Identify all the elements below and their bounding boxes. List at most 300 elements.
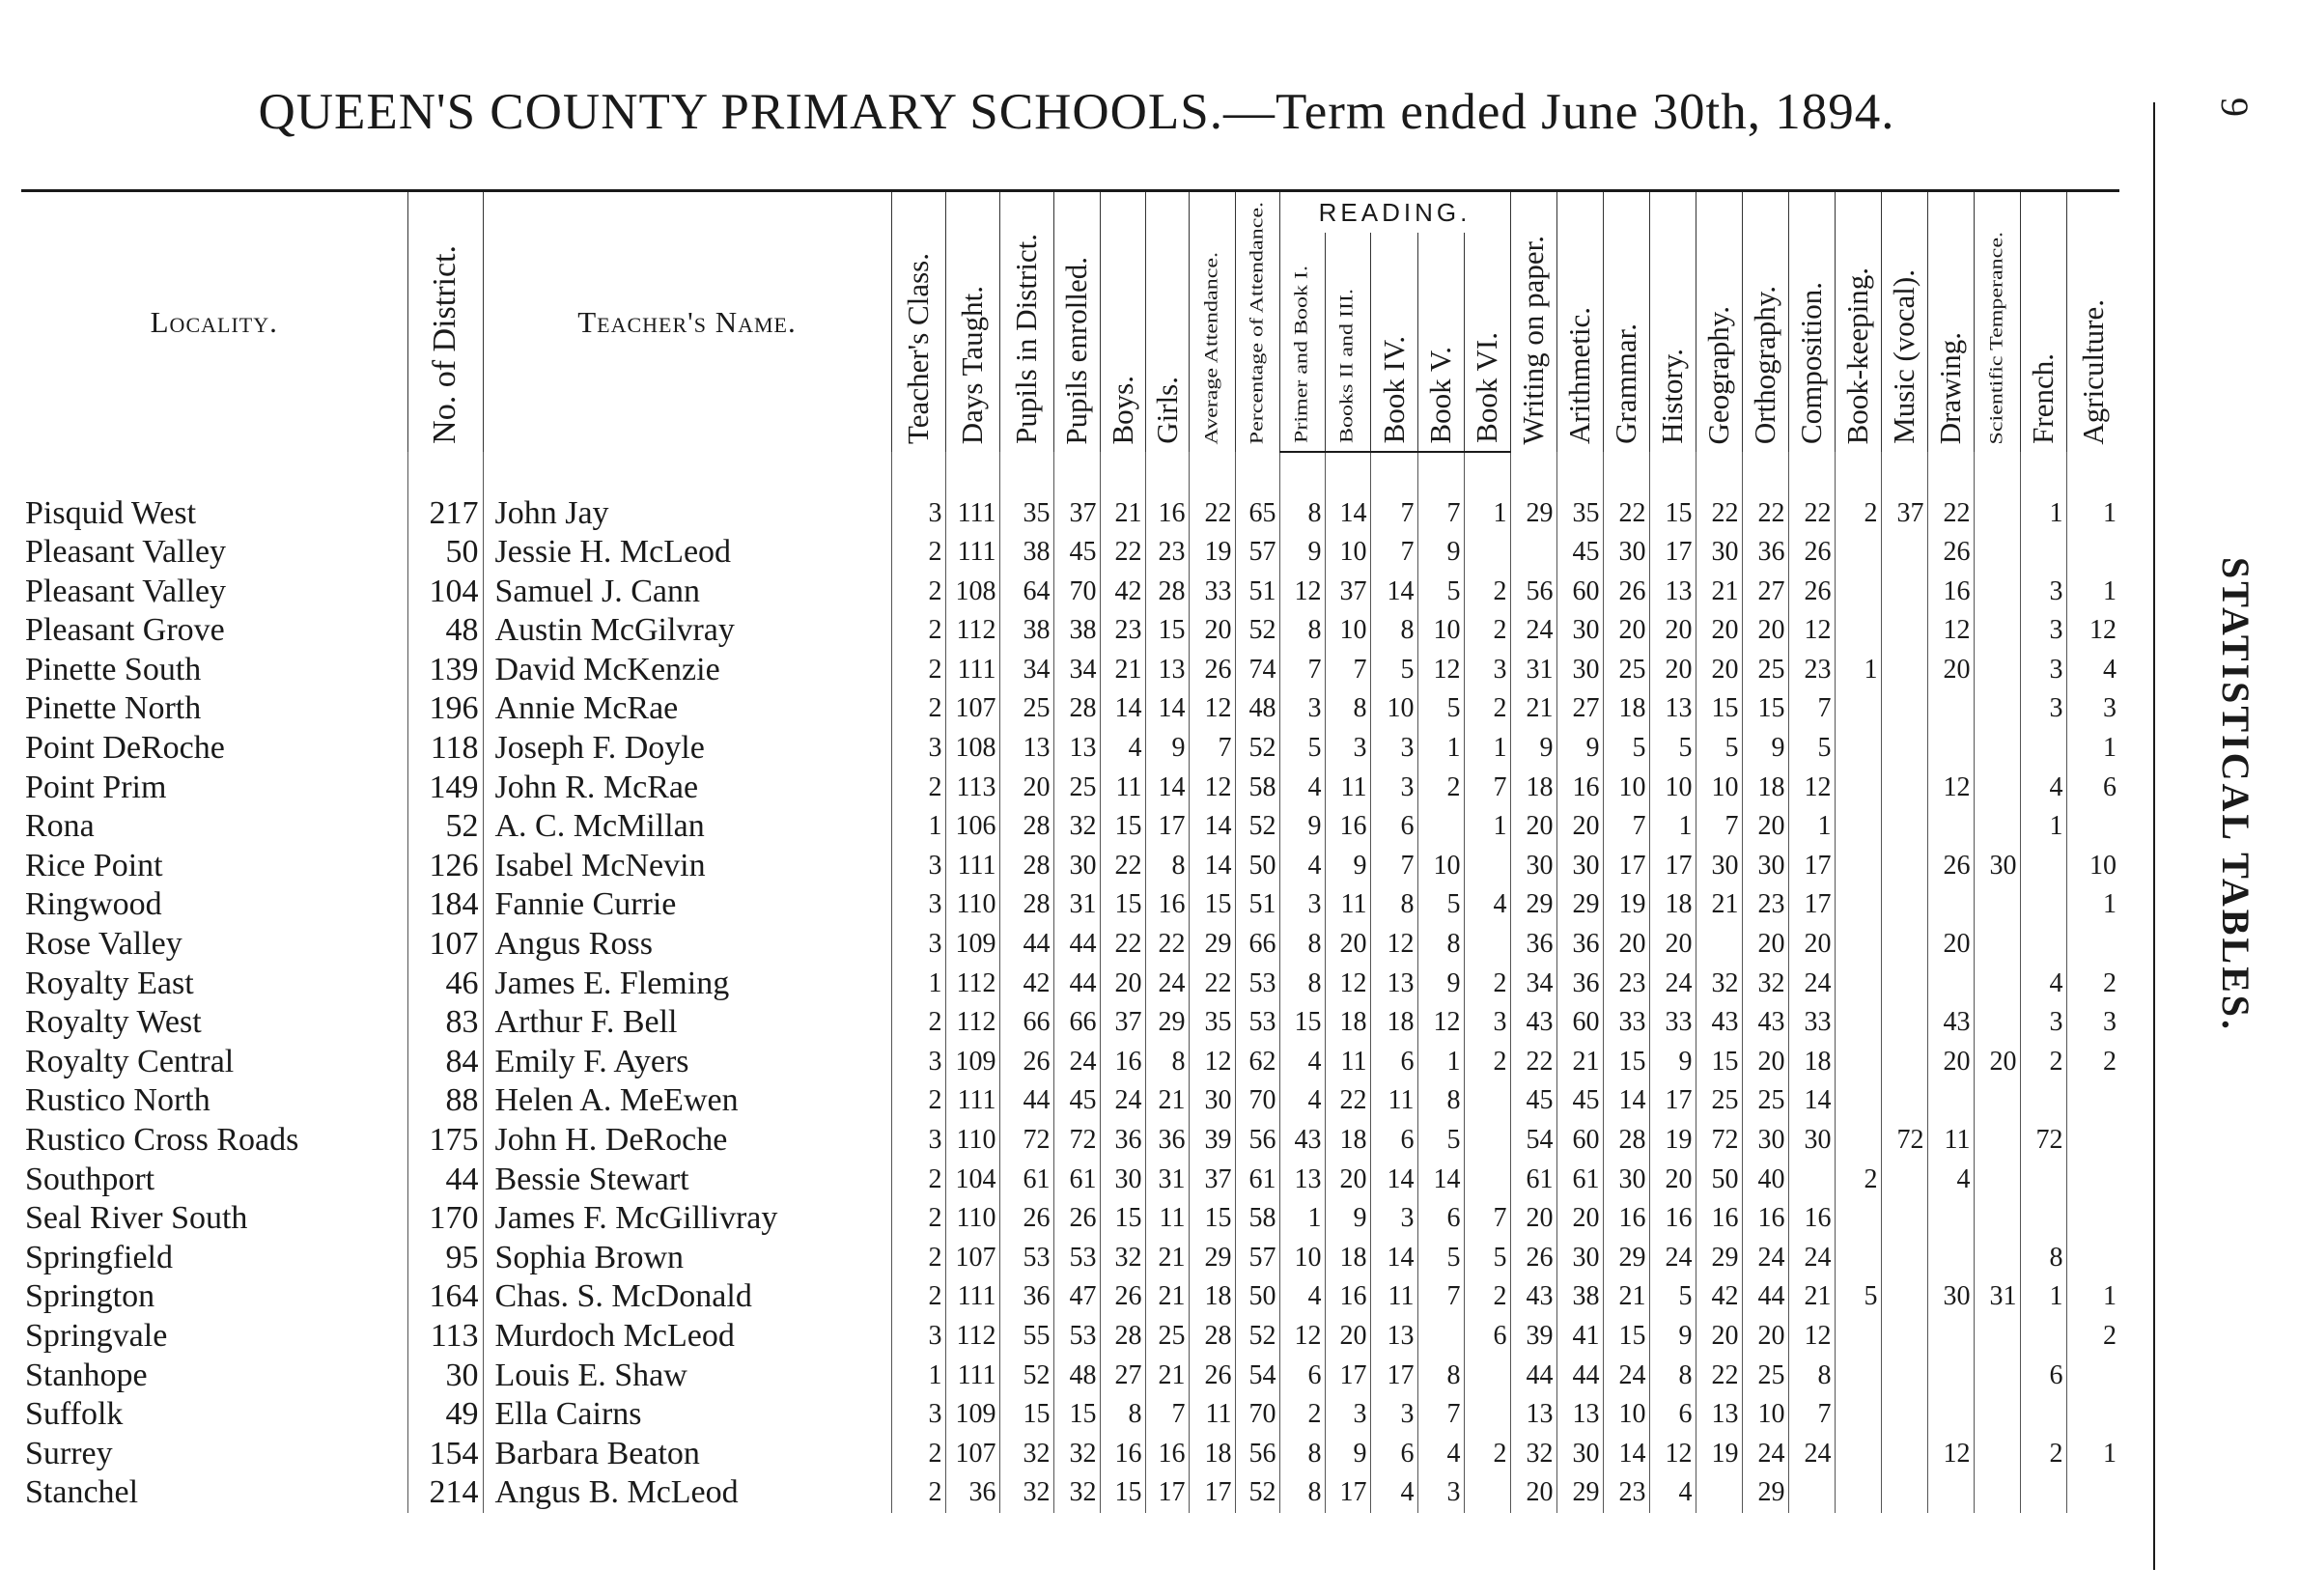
days-taught-cell: 110 [945, 1121, 999, 1161]
writing-on-paper-cell: 13 [1510, 1395, 1556, 1435]
composition-cell: 17 [1788, 885, 1835, 925]
table-row [21, 768, 2119, 807]
boys-cell: 21 [1100, 493, 1145, 533]
girls-cell: 23 [1145, 533, 1189, 573]
history-cell: 13 [1649, 572, 1696, 611]
geography-cell: 22 [1696, 493, 1742, 533]
book-6-cell [1464, 925, 1510, 965]
spacer-cell [1742, 452, 1788, 493]
pupils-in-district-cell: 36 [999, 1277, 1053, 1317]
orthography-cell: 20 [1742, 807, 1788, 847]
primer-and-book-1-cell: 10 [1279, 1239, 1325, 1278]
book-5-cell: 9 [1417, 964, 1464, 1003]
header-french-label: French. [2026, 353, 2061, 445]
header-teacher: Teacher's Name. [483, 191, 891, 453]
pupils-in-district-cell: 26 [999, 1043, 1053, 1082]
primer-and-book-1-cell: 8 [1279, 925, 1325, 965]
teacher-cell: Angus B. McLeod [483, 1473, 891, 1513]
book-6-cell: 7 [1464, 1199, 1510, 1239]
book-4-cell: 8 [1370, 885, 1417, 925]
header-history [1649, 191, 1696, 453]
pupils-enrolled-cell: 32 [1053, 807, 1100, 847]
arithmetic-cell: 60 [1556, 572, 1603, 611]
locality-cell: Rona [25, 808, 95, 845]
agriculture-cell [2066, 533, 2119, 573]
spacer-cell [2020, 452, 2066, 493]
books-2-and-3-cell: 14 [1325, 493, 1370, 533]
pupils-in-district-cell: 32 [999, 1434, 1053, 1473]
geography-cell: 20 [1696, 651, 1742, 690]
book-4-cell: 6 [1370, 1434, 1417, 1473]
geography-cell: 20 [1696, 1317, 1742, 1357]
pupils-in-district-cell: 52 [999, 1356, 1053, 1395]
spacer-cell [1881, 452, 1927, 493]
orthography-cell: 18 [1742, 768, 1788, 807]
table-row [21, 1239, 2119, 1278]
teachers-class-cell: 3 [891, 1121, 945, 1161]
music-vocal-cell [1881, 1356, 1927, 1395]
orthography-cell: 44 [1742, 1277, 1788, 1317]
boys-cell: 22 [1100, 533, 1145, 573]
grammar-cell: 26 [1603, 572, 1649, 611]
book-4-cell: 3 [1370, 1199, 1417, 1239]
pupils-enrolled-cell: 25 [1053, 768, 1100, 807]
header-girls [1145, 191, 1189, 453]
scientific-temperance-cell [1974, 1395, 2020, 1435]
french-cell: 3 [2020, 651, 2066, 690]
average-attendance-cell: 12 [1189, 1043, 1235, 1082]
orthography-cell: 25 [1742, 1081, 1788, 1121]
french-cell: 1 [2020, 1277, 2066, 1317]
header-geography [1696, 191, 1742, 453]
scientific-temperance-cell [1974, 1160, 2020, 1199]
book-4-cell: 11 [1370, 1081, 1417, 1121]
percentage-attendance-cell: 53 [1235, 1003, 1279, 1043]
days-taught-cell: 113 [945, 768, 999, 807]
spacer-cell [2066, 452, 2119, 493]
teachers-class-cell: 1 [891, 1356, 945, 1395]
french-cell: 1 [2020, 493, 2066, 533]
average-attendance-cell: 20 [1189, 611, 1235, 651]
book-keeping-cell [1835, 768, 1881, 807]
locality-cell: Royalty West [25, 1004, 202, 1041]
grammar-cell: 20 [1603, 925, 1649, 965]
books-2-and-3-cell: 9 [1325, 1199, 1370, 1239]
scientific-temperance-cell [1974, 807, 2020, 847]
teachers-class-cell: 2 [891, 1199, 945, 1239]
header-days-taught [945, 191, 999, 453]
girls-cell: 14 [1145, 768, 1189, 807]
header-boys [1100, 191, 1145, 453]
french-cell [2020, 533, 2066, 573]
arithmetic-cell: 61 [1556, 1160, 1603, 1199]
pupils-in-district-cell: 38 [999, 533, 1053, 573]
table-row [21, 572, 2119, 611]
book-5-cell: 12 [1417, 1003, 1464, 1043]
table-row [21, 1199, 2119, 1239]
pupils-enrolled-cell: 44 [1053, 964, 1100, 1003]
boys-cell: 30 [1100, 1160, 1145, 1199]
agriculture-cell: 1 [2066, 885, 2119, 925]
table-row [21, 847, 2119, 886]
pupils-enrolled-cell: 61 [1053, 1160, 1100, 1199]
french-cell [2020, 1199, 2066, 1239]
spacer-cell [945, 452, 999, 493]
spacer-cell [1053, 452, 1100, 493]
composition-cell: 17 [1788, 847, 1835, 886]
header-primer-and-book-1-label: Primer and Book I. [1291, 266, 1312, 444]
agriculture-cell: 10 [2066, 847, 2119, 886]
drawing-cell [1927, 1199, 1974, 1239]
french-cell: 4 [2020, 964, 2066, 1003]
locality-cell: Suffolk [25, 1396, 124, 1433]
book-6-cell [1464, 1081, 1510, 1121]
music-vocal-cell [1881, 885, 1927, 925]
district-cell: 44 [407, 1160, 483, 1199]
grammar-cell: 18 [1603, 689, 1649, 729]
agriculture-cell [2066, 1473, 2119, 1513]
girls-cell: 8 [1145, 847, 1189, 886]
primer-and-book-1-cell: 6 [1279, 1356, 1325, 1395]
teachers-class-cell: 3 [891, 847, 945, 886]
scientific-temperance-cell [1974, 1003, 2020, 1043]
french-cell [2020, 885, 2066, 925]
spacer-cell [1100, 452, 1145, 493]
composition-cell: 5 [1788, 729, 1835, 769]
books-2-and-3-cell: 12 [1325, 964, 1370, 1003]
writing-on-paper-cell: 61 [1510, 1160, 1556, 1199]
grammar-cell: 28 [1603, 1121, 1649, 1161]
history-cell: 6 [1649, 1395, 1696, 1435]
book-keeping-cell: 2 [1835, 1160, 1881, 1199]
primer-and-book-1-cell: 7 [1279, 651, 1325, 690]
pupils-enrolled-cell: 26 [1053, 1199, 1100, 1239]
header-drawing [1927, 191, 1974, 453]
book-keeping-cell: 1 [1835, 651, 1881, 690]
boys-cell: 26 [1100, 1277, 1145, 1317]
grammar-cell: 24 [1603, 1356, 1649, 1395]
book-4-cell: 7 [1370, 847, 1417, 886]
pupils-enrolled-cell: 38 [1053, 611, 1100, 651]
book-keeping-cell [1835, 1434, 1881, 1473]
locality-cell: Pleasant Grove [25, 612, 225, 649]
book-keeping-cell [1835, 1395, 1881, 1435]
writing-on-paper-cell: 29 [1510, 885, 1556, 925]
average-attendance-cell: 29 [1189, 925, 1235, 965]
french-cell [2020, 1317, 2066, 1357]
book-5-cell: 6 [1417, 1199, 1464, 1239]
table-row [21, 925, 2119, 965]
teacher-cell: Fannie Currie [483, 885, 891, 925]
pupils-in-district-cell: 42 [999, 964, 1053, 1003]
composition-cell: 24 [1788, 1239, 1835, 1278]
scientific-temperance-cell [1974, 1473, 2020, 1513]
scientific-temperance-cell [1974, 729, 2020, 769]
agriculture-cell: 1 [2066, 493, 2119, 533]
scientific-temperance-cell [1974, 768, 2020, 807]
arithmetic-cell: 38 [1556, 1277, 1603, 1317]
composition-cell: 20 [1788, 925, 1835, 965]
scientific-temperance-cell: 20 [1974, 1043, 2020, 1082]
statistics-table [21, 189, 2119, 1513]
header-french [2020, 191, 2066, 453]
music-vocal-cell [1881, 964, 1927, 1003]
french-cell: 4 [2020, 768, 2066, 807]
teachers-class-cell: 2 [891, 1003, 945, 1043]
district-cell: 46 [407, 964, 483, 1003]
pupils-in-district-cell: 38 [999, 611, 1053, 651]
table-spacer-row [21, 452, 2119, 493]
days-taught-cell: 36 [945, 1473, 999, 1513]
district-cell: 83 [407, 1003, 483, 1043]
music-vocal-cell: 37 [1881, 493, 1927, 533]
books-2-and-3-cell: 10 [1325, 533, 1370, 573]
right-margin-rule [2153, 102, 2155, 1570]
pupils-in-district-cell: 20 [999, 768, 1053, 807]
arithmetic-cell: 44 [1556, 1356, 1603, 1395]
spacer-cell [1649, 452, 1696, 493]
writing-on-paper-cell: 44 [1510, 1356, 1556, 1395]
pupils-in-district-cell: 26 [999, 1199, 1053, 1239]
french-cell: 1 [2020, 807, 2066, 847]
books-2-and-3-cell: 9 [1325, 847, 1370, 886]
books-2-and-3-cell: 22 [1325, 1081, 1370, 1121]
primer-and-book-1-cell: 9 [1279, 807, 1325, 847]
percentage-attendance-cell: 53 [1235, 964, 1279, 1003]
header-boys-label: Boys. [1105, 375, 1139, 445]
grammar-cell: 15 [1603, 1317, 1649, 1357]
district-cell: 30 [407, 1356, 483, 1395]
percentage-attendance-cell: 62 [1235, 1043, 1279, 1082]
boys-cell: 15 [1100, 807, 1145, 847]
spacer-cell [1556, 452, 1603, 493]
orthography-cell: 9 [1742, 729, 1788, 769]
average-attendance-cell: 12 [1189, 768, 1235, 807]
header-girls-label: Girls. [1149, 377, 1184, 445]
average-attendance-cell: 14 [1189, 847, 1235, 886]
percentage-attendance-cell: 65 [1235, 493, 1279, 533]
history-cell: 17 [1649, 533, 1696, 573]
book-5-cell: 4 [1417, 1434, 1464, 1473]
writing-on-paper-cell: 20 [1510, 1473, 1556, 1513]
french-cell: 3 [2020, 1003, 2066, 1043]
drawing-cell: 11 [1927, 1121, 1974, 1161]
header-teachers-class [891, 191, 945, 453]
pupils-enrolled-cell: 31 [1053, 885, 1100, 925]
teacher-cell: Helen A. MeEwen [483, 1081, 891, 1121]
average-attendance-cell: 26 [1189, 1356, 1235, 1395]
music-vocal-cell [1881, 1277, 1927, 1317]
boys-cell: 24 [1100, 1081, 1145, 1121]
composition-cell: 21 [1788, 1277, 1835, 1317]
locality-cell: Pleasant Valley [25, 534, 227, 571]
header-grammar [1603, 191, 1649, 453]
composition-cell: 18 [1788, 1043, 1835, 1082]
books-2-and-3-cell: 9 [1325, 1434, 1370, 1473]
primer-and-book-1-cell: 8 [1279, 1434, 1325, 1473]
header-composition [1788, 191, 1835, 453]
book-6-cell [1464, 533, 1510, 573]
writing-on-paper-cell: 45 [1510, 1081, 1556, 1121]
days-taught-cell: 111 [945, 651, 999, 690]
header-book-5 [1417, 233, 1464, 452]
header-book-4 [1370, 233, 1417, 452]
days-taught-cell: 112 [945, 964, 999, 1003]
table-row [21, 729, 2119, 769]
geography-cell: 15 [1696, 1043, 1742, 1082]
arithmetic-cell: 20 [1556, 1199, 1603, 1239]
average-attendance-cell: 18 [1189, 1434, 1235, 1473]
geography-cell: 42 [1696, 1277, 1742, 1317]
pupils-enrolled-cell: 34 [1053, 651, 1100, 690]
pupils-enrolled-cell: 44 [1053, 925, 1100, 965]
table-row [21, 807, 2119, 847]
book-6-cell: 5 [1464, 1239, 1510, 1278]
book-6-cell: 6 [1464, 1317, 1510, 1357]
composition-cell: 33 [1788, 1003, 1835, 1043]
teacher-cell: Chas. S. McDonald [483, 1277, 891, 1317]
table-row [21, 1277, 2119, 1317]
header-geography-label: Geography. [1701, 305, 1736, 445]
boys-cell: 36 [1100, 1121, 1145, 1161]
days-taught-cell: 111 [945, 1356, 999, 1395]
spacer-cell [1325, 452, 1370, 493]
book-keeping-cell [1835, 689, 1881, 729]
header-writing-on-paper-label: Writing on paper. [1516, 235, 1551, 445]
primer-and-book-1-cell: 12 [1279, 572, 1325, 611]
district-cell: 217 [407, 493, 483, 533]
geography-cell: 20 [1696, 611, 1742, 651]
girls-cell: 16 [1145, 1434, 1189, 1473]
books-2-and-3-cell: 16 [1325, 807, 1370, 847]
geography-cell: 5 [1696, 729, 1742, 769]
grammar-cell: 19 [1603, 885, 1649, 925]
header-arithmetic [1556, 191, 1603, 453]
agriculture-cell [2066, 1239, 2119, 1278]
teachers-class-cell: 3 [891, 885, 945, 925]
girls-cell: 25 [1145, 1317, 1189, 1357]
writing-on-paper-cell: 43 [1510, 1003, 1556, 1043]
history-cell: 19 [1649, 1121, 1696, 1161]
writing-on-paper-cell: 22 [1510, 1043, 1556, 1082]
average-attendance-cell: 30 [1189, 1081, 1235, 1121]
drawing-cell [1927, 689, 1974, 729]
header-books-2-and-3-label: Books II and III. [1336, 289, 1358, 444]
history-cell: 18 [1649, 885, 1696, 925]
drawing-cell: 12 [1927, 768, 1974, 807]
history-cell: 5 [1649, 1277, 1696, 1317]
girls-cell: 17 [1145, 807, 1189, 847]
books-2-and-3-cell: 11 [1325, 885, 1370, 925]
table-row [21, 1473, 2119, 1513]
locality-cell: Pisquid West [25, 494, 197, 531]
days-taught-cell: 110 [945, 1199, 999, 1239]
drawing-cell [1927, 964, 1974, 1003]
pupils-enrolled-cell: 28 [1053, 689, 1100, 729]
percentage-attendance-cell: 61 [1235, 1160, 1279, 1199]
teacher-cell: A. C. McMillan [483, 807, 891, 847]
drawing-cell [1927, 1473, 1974, 1513]
book-6-cell: 3 [1464, 651, 1510, 690]
primer-and-book-1-cell: 4 [1279, 1081, 1325, 1121]
books-2-and-3-cell: 7 [1325, 651, 1370, 690]
pupils-in-district-cell: 72 [999, 1121, 1053, 1161]
average-attendance-cell: 37 [1189, 1160, 1235, 1199]
orthography-cell: 25 [1742, 1356, 1788, 1395]
percentage-attendance-cell: 58 [1235, 768, 1279, 807]
grammar-cell: 10 [1603, 768, 1649, 807]
book-4-cell: 4 [1370, 1473, 1417, 1513]
pupils-in-district-cell: 25 [999, 689, 1053, 729]
primer-and-book-1-cell: 8 [1279, 493, 1325, 533]
header-percentage-attendance [1235, 191, 1279, 453]
teachers-class-cell: 3 [891, 729, 945, 769]
book-5-cell: 8 [1417, 925, 1464, 965]
teachers-class-cell: 2 [891, 689, 945, 729]
books-2-and-3-cell: 37 [1325, 572, 1370, 611]
grammar-cell: 10 [1603, 1395, 1649, 1435]
book-keeping-cell [1835, 1317, 1881, 1357]
french-cell [2020, 729, 2066, 769]
book-keeping-cell [1835, 807, 1881, 847]
percentage-attendance-cell: 70 [1235, 1395, 1279, 1435]
book-keeping-cell [1835, 964, 1881, 1003]
spacer-cell [999, 452, 1053, 493]
geography-cell: 19 [1696, 1434, 1742, 1473]
teacher-cell: Barbara Beaton [483, 1434, 891, 1473]
music-vocal-cell [1881, 729, 1927, 769]
agriculture-cell: 3 [2066, 689, 2119, 729]
girls-cell: 36 [1145, 1121, 1189, 1161]
percentage-attendance-cell: 56 [1235, 1434, 1279, 1473]
header-orthography [1742, 191, 1788, 453]
locality-cell: Rice Point [25, 847, 163, 883]
french-cell [2020, 1081, 2066, 1121]
pupils-in-district-cell: 35 [999, 493, 1053, 533]
drawing-cell [1927, 1395, 1974, 1435]
pupils-enrolled-cell: 24 [1053, 1043, 1100, 1082]
boys-cell: 23 [1100, 611, 1145, 651]
french-cell: 2 [2020, 1043, 2066, 1082]
drawing-cell: 43 [1927, 1003, 1974, 1043]
books-2-and-3-cell: 10 [1325, 611, 1370, 651]
book-5-cell [1417, 807, 1464, 847]
days-taught-cell: 111 [945, 533, 999, 573]
book-keeping-cell [1835, 925, 1881, 965]
book-6-cell [1464, 1160, 1510, 1199]
primer-and-book-1-cell: 9 [1279, 533, 1325, 573]
agriculture-cell [2066, 1081, 2119, 1121]
book-keeping-cell: 2 [1835, 493, 1881, 533]
books-2-and-3-cell: 11 [1325, 768, 1370, 807]
header-agriculture [2066, 191, 2119, 453]
arithmetic-cell: 45 [1556, 533, 1603, 573]
arithmetic-cell: 20 [1556, 807, 1603, 847]
header-scientific-temperance-label: Scientific Temperance. [1986, 231, 2006, 445]
book-5-cell: 5 [1417, 689, 1464, 729]
arithmetic-cell: 9 [1556, 729, 1603, 769]
district-cell: 118 [407, 729, 483, 769]
grammar-cell: 14 [1603, 1434, 1649, 1473]
history-cell: 16 [1649, 1199, 1696, 1239]
writing-on-paper-cell: 18 [1510, 768, 1556, 807]
book-5-cell [1417, 1317, 1464, 1357]
composition-cell: 12 [1788, 611, 1835, 651]
boys-cell: 20 [1100, 964, 1145, 1003]
scientific-temperance-cell [1974, 1199, 2020, 1239]
book-4-cell: 12 [1370, 925, 1417, 965]
scientific-temperance-cell: 31 [1974, 1277, 2020, 1317]
